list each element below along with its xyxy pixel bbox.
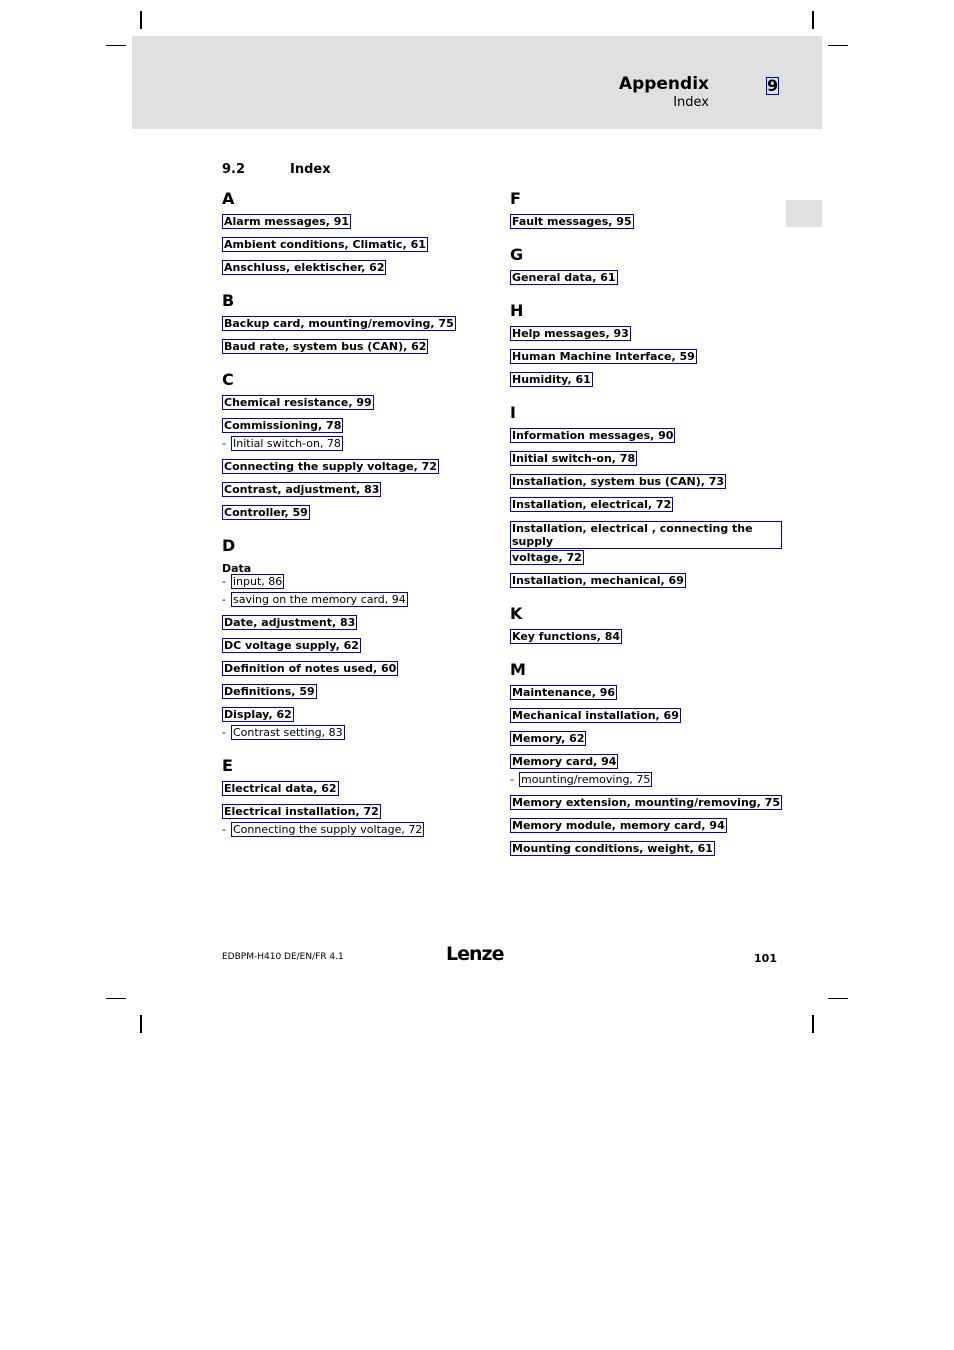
subentry-dash: - bbox=[222, 437, 226, 450]
index-letter: E bbox=[222, 756, 233, 775]
crop-mark bbox=[828, 998, 848, 999]
index-letter: M bbox=[510, 660, 526, 679]
index-entry bbox=[510, 452, 782, 466]
index-entry-link[interactable]: Ambient conditions, Climatic, 61 bbox=[224, 238, 426, 251]
index-group-d bbox=[222, 536, 494, 740]
index-entry bbox=[510, 327, 782, 341]
index-subentry-link[interactable]: Connecting the supply voltage, 72 bbox=[233, 823, 423, 836]
header-subtitle: Index bbox=[673, 95, 709, 110]
index-subentry-link[interactable]: saving on the memory card, 94 bbox=[233, 593, 406, 606]
index-group-f bbox=[510, 189, 782, 229]
index-entry bbox=[222, 639, 494, 653]
index-group-k bbox=[510, 604, 782, 644]
index-letter: I bbox=[510, 403, 516, 422]
index-entry-link[interactable]: Key functions, 84 bbox=[512, 630, 621, 643]
lenze-logo: Lenze bbox=[446, 943, 504, 965]
index-entry-link[interactable]: Definition of notes used, 60 bbox=[224, 662, 397, 675]
index-entry-link[interactable]: voltage, 72 bbox=[512, 551, 582, 564]
index-entry bbox=[510, 429, 782, 443]
section-number: 9.2 bbox=[222, 162, 246, 177]
index-subentry bbox=[222, 575, 494, 589]
index-entry-link[interactable]: Connecting the supply voltage, 72 bbox=[224, 460, 437, 473]
index-entry bbox=[222, 419, 494, 433]
index-entry-link[interactable]: Commissioning, 78 bbox=[224, 419, 342, 432]
index-group-g bbox=[510, 245, 782, 285]
index-entry-link[interactable]: Definitions, 59 bbox=[224, 685, 315, 698]
index-entry bbox=[510, 574, 782, 588]
index-entry-link[interactable]: Contrast, adjustment, 83 bbox=[224, 483, 380, 496]
index-subentry-link[interactable]: input, 86 bbox=[233, 575, 283, 588]
index-entry-link[interactable]: Memory card, 94 bbox=[512, 755, 617, 768]
index-entry-link[interactable]: General data, 61 bbox=[512, 271, 616, 284]
index-entry bbox=[222, 238, 494, 252]
crop-mark bbox=[812, 1015, 814, 1033]
document-code: EDBPM-H410 DE/EN/FR 4.1 bbox=[222, 952, 344, 962]
index-entry-link[interactable]: Initial switch-on, 78 bbox=[512, 452, 636, 465]
index-entry bbox=[222, 805, 494, 819]
index-letter: K bbox=[510, 604, 523, 623]
index-entry-link[interactable]: Mounting conditions, weight, 61 bbox=[512, 842, 713, 855]
index-entry bbox=[222, 506, 494, 520]
index-entry bbox=[510, 271, 782, 285]
subentry-dash: - bbox=[222, 726, 226, 739]
index-letter: D bbox=[222, 536, 236, 555]
crop-mark bbox=[812, 11, 814, 29]
crop-mark bbox=[106, 998, 126, 999]
index-entry-link[interactable]: Installation, electrical, 72 bbox=[512, 498, 672, 511]
index-letter: B bbox=[222, 291, 235, 310]
index-entry-link[interactable]: Installation, electrical , connecting the supply bbox=[510, 521, 782, 549]
crop-mark bbox=[140, 11, 142, 29]
index-group-b bbox=[222, 291, 494, 354]
index-entry-link[interactable]: Date, adjustment, 83 bbox=[224, 616, 356, 629]
index-entry-link[interactable]: Memory extension, mounting/removing, 75 bbox=[512, 796, 780, 809]
index-entry-link[interactable]: Alarm messages, 91 bbox=[224, 215, 350, 228]
index-group-e bbox=[222, 756, 494, 837]
subentry-dash: - bbox=[222, 593, 226, 606]
index-group-i bbox=[510, 403, 782, 588]
index-entry-link[interactable]: Installation, system bus (CAN), 73 bbox=[512, 475, 725, 488]
index-group-a bbox=[222, 189, 494, 275]
index-entry-link[interactable]: Chemical resistance, 99 bbox=[224, 396, 372, 409]
index-entry-link[interactable]: Memory, 62 bbox=[512, 732, 585, 745]
index-entry-link[interactable]: Maintenance, 96 bbox=[512, 686, 616, 699]
index-letter: A bbox=[222, 189, 235, 208]
index-letter: C bbox=[222, 370, 234, 389]
index-entry-link[interactable]: Human Machine Interface, 59 bbox=[512, 350, 695, 363]
index-entry-plain: Data bbox=[222, 562, 252, 575]
index-entry-link[interactable]: Electrical data, 62 bbox=[224, 782, 337, 795]
index-entry-link[interactable]: Backup card, mounting/removing, 75 bbox=[224, 317, 454, 330]
subentry-dash: - bbox=[510, 773, 514, 786]
index-letter: H bbox=[510, 301, 524, 320]
index-entry bbox=[222, 708, 494, 722]
index-entry bbox=[510, 373, 782, 387]
index-column-right bbox=[510, 187, 782, 872]
index-entry bbox=[510, 630, 782, 644]
chapter-side-tab bbox=[786, 200, 822, 227]
index-entry-link[interactable]: Mechanical installation, 69 bbox=[512, 709, 679, 722]
index-entry bbox=[222, 396, 494, 410]
page-number: 101 bbox=[754, 952, 777, 965]
subentry-dash: - bbox=[222, 575, 226, 588]
index-entry bbox=[222, 317, 494, 331]
index-entry-link[interactable]: Installation, mechanical, 69 bbox=[512, 574, 684, 587]
header-title: Appendix bbox=[618, 74, 709, 94]
index-entry bbox=[510, 709, 782, 723]
crop-mark bbox=[140, 1015, 142, 1033]
index-entry-link[interactable]: Display, 62 bbox=[224, 708, 292, 721]
index-group-c bbox=[222, 370, 494, 520]
index-subentry-link[interactable]: Initial switch-on, 78 bbox=[233, 437, 341, 450]
index-entry bbox=[222, 685, 494, 699]
index-entry bbox=[222, 340, 494, 354]
index-subentry bbox=[222, 593, 494, 607]
index-subentry bbox=[222, 823, 494, 837]
index-entry bbox=[510, 842, 782, 856]
crop-mark bbox=[106, 45, 126, 46]
index-entry bbox=[510, 215, 782, 229]
index-entry-link[interactable]: Anschluss, elektischer, 62 bbox=[224, 261, 385, 274]
index-entry bbox=[222, 215, 494, 229]
index-column-left bbox=[222, 187, 494, 853]
index-entry bbox=[510, 498, 782, 512]
index-entry-link[interactable]: Humidity, 61 bbox=[512, 373, 591, 386]
chapter-number-link[interactable]: 9 bbox=[767, 76, 779, 95]
index-entry bbox=[222, 483, 494, 497]
index-entry-link[interactable]: Memory module, memory card, 94 bbox=[512, 819, 725, 832]
index-entry-link[interactable]: Information messages, 90 bbox=[512, 429, 674, 442]
index-group-h bbox=[510, 301, 782, 387]
index-entry-link[interactable]: Baud rate, system bus (CAN), 62 bbox=[224, 340, 427, 353]
index-entry bbox=[222, 782, 494, 796]
section-title: Index bbox=[290, 162, 331, 177]
index-group-m bbox=[510, 660, 782, 856]
index-entry-link[interactable]: Electrical installation, 72 bbox=[224, 805, 379, 818]
index-entry-link[interactable]: Fault messages, 95 bbox=[512, 215, 632, 228]
index-entry bbox=[510, 755, 782, 769]
index-entry-link[interactable]: Help messages, 93 bbox=[512, 327, 629, 340]
index-subentry-link[interactable]: mounting/removing, 75 bbox=[521, 773, 651, 786]
index-entry bbox=[222, 261, 494, 275]
index-entry-link[interactable]: Controller, 59 bbox=[224, 506, 308, 519]
index-entry bbox=[222, 616, 494, 630]
index-subentry bbox=[510, 773, 782, 787]
index-entry bbox=[510, 521, 782, 565]
index-entry-link[interactable]: DC voltage supply, 62 bbox=[224, 639, 359, 652]
subentry-dash: - bbox=[222, 823, 226, 836]
index-entry bbox=[222, 662, 494, 676]
index-entry bbox=[510, 732, 782, 746]
index-letter: G bbox=[510, 245, 524, 264]
index-entry bbox=[510, 350, 782, 364]
crop-mark bbox=[828, 45, 848, 46]
header-band bbox=[132, 36, 822, 129]
index-subentry bbox=[222, 437, 494, 451]
index-subentry-link[interactable]: Contrast setting, 83 bbox=[233, 726, 343, 739]
index-entry bbox=[510, 475, 782, 489]
index-entry bbox=[222, 460, 494, 474]
index-entry bbox=[510, 796, 782, 810]
index-letter: F bbox=[510, 189, 521, 208]
index-entry bbox=[510, 819, 782, 833]
index-entry bbox=[510, 686, 782, 700]
index-subentry bbox=[222, 726, 494, 740]
